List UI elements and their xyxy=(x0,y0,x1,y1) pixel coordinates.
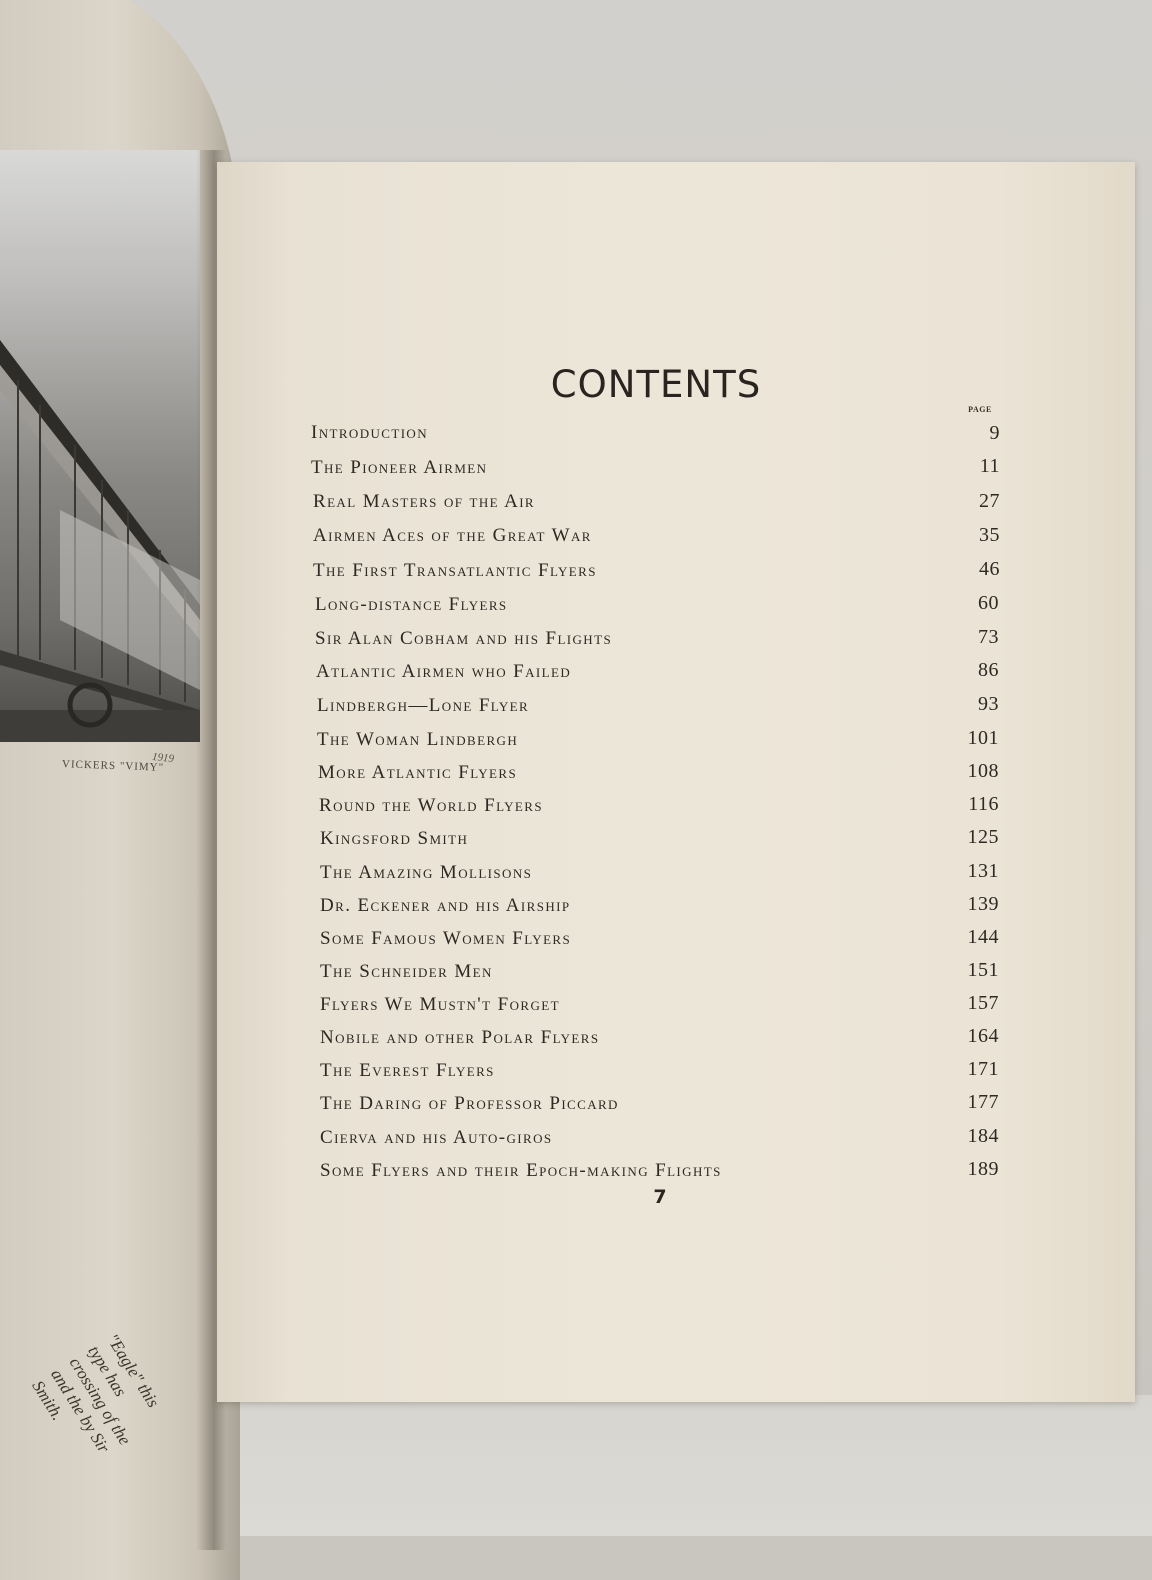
toc-entry-page: 46 xyxy=(979,558,1000,580)
toc-entry-title: Nobile and other Polar Flyers xyxy=(320,1027,600,1048)
toc-entry-title: Introduction xyxy=(311,422,429,443)
toc-entry-title: The Everest Flyers xyxy=(320,1060,495,1081)
toc-entry-page: 164 xyxy=(967,1025,999,1047)
toc-entry-title: Some Flyers and their Epoch-making Flights xyxy=(320,1160,722,1181)
page-number: 7 xyxy=(653,1186,667,1208)
toc-entry-page: 189 xyxy=(967,1158,999,1180)
toc-entry-title: Round the World Flyers xyxy=(319,795,543,816)
toc-entry-title: Flyers We Mustn't Forget xyxy=(320,994,560,1015)
toc-entry-title: Some Famous Women Flyers xyxy=(320,928,572,949)
left-page-side-text: "Eagle" this type has crossing of the and the by Sir Smith. xyxy=(28,1330,164,1457)
toc-entry-page: 35 xyxy=(979,524,1000,546)
toc-entry-title: The Daring of Professor Piccard xyxy=(320,1093,619,1114)
biplane-illustration xyxy=(0,150,200,742)
toc-entry-page: 93 xyxy=(978,693,999,715)
toc-entry-title: Long-distance Flyers xyxy=(315,594,508,615)
toc-entry-page: 108 xyxy=(967,760,999,782)
toc-entry-page: 177 xyxy=(967,1091,999,1113)
toc-entry-title: Sir Alan Cobham and his Flights xyxy=(315,628,613,649)
toc-entry-title: The First Transatlantic Flyers xyxy=(313,560,597,581)
toc-entry-title: Airmen Aces of the Great War xyxy=(313,525,592,546)
toc-entry-title: The Woman Lindbergh xyxy=(317,729,519,750)
page-column-header: PAGE xyxy=(968,405,992,414)
toc-entry-page: 144 xyxy=(967,926,999,948)
toc-entry-page: 184 xyxy=(967,1125,999,1147)
toc-entry-page: 151 xyxy=(967,959,999,981)
toc-entry-page: 171 xyxy=(967,1058,999,1080)
toc-entry-title: More Atlantic Flyers xyxy=(318,762,518,783)
toc-entry-title: Cierva and his Auto-giros xyxy=(320,1127,553,1148)
toc-entry-page: 139 xyxy=(967,893,999,915)
toc-entry-page: 125 xyxy=(967,826,999,848)
toc-entry-title: Lindbergh—Lone Flyer xyxy=(317,695,530,716)
toc-entry-page: 27 xyxy=(979,490,1000,512)
toc-entry-title: Real Masters of the Air xyxy=(313,491,535,512)
toc-entry-page: 131 xyxy=(967,860,999,882)
photo-caption-note: 1919 xyxy=(151,750,175,766)
page-title: CONTENTS xyxy=(550,363,762,406)
toc-entry-page: 73 xyxy=(978,626,999,648)
toc-entry-page: 86 xyxy=(978,659,999,681)
toc-entry-title: Kingsford Smith xyxy=(320,828,469,849)
toc-entry-title: The Pioneer Airmen xyxy=(311,457,488,478)
toc-entry-page: 11 xyxy=(979,455,1000,477)
toc-entry-title: Dr. Eckener and his Airship xyxy=(320,895,571,916)
toc-entry-title: Atlantic Airmen who Failed xyxy=(316,661,572,682)
toc-entry-page: 9 xyxy=(989,422,1000,444)
toc-entry-page: 157 xyxy=(967,992,999,1014)
toc-entry-page: 60 xyxy=(978,592,999,614)
toc-entry-title: The Schneider Men xyxy=(320,961,493,982)
toc-entry-page: 101 xyxy=(967,727,999,749)
photo-caption: VICKERS "VIMY" xyxy=(61,758,165,774)
toc-entry-title: The Amazing Mollisons xyxy=(320,862,533,883)
toc-entry-page: 116 xyxy=(968,793,999,815)
biplane-photo xyxy=(0,150,200,742)
